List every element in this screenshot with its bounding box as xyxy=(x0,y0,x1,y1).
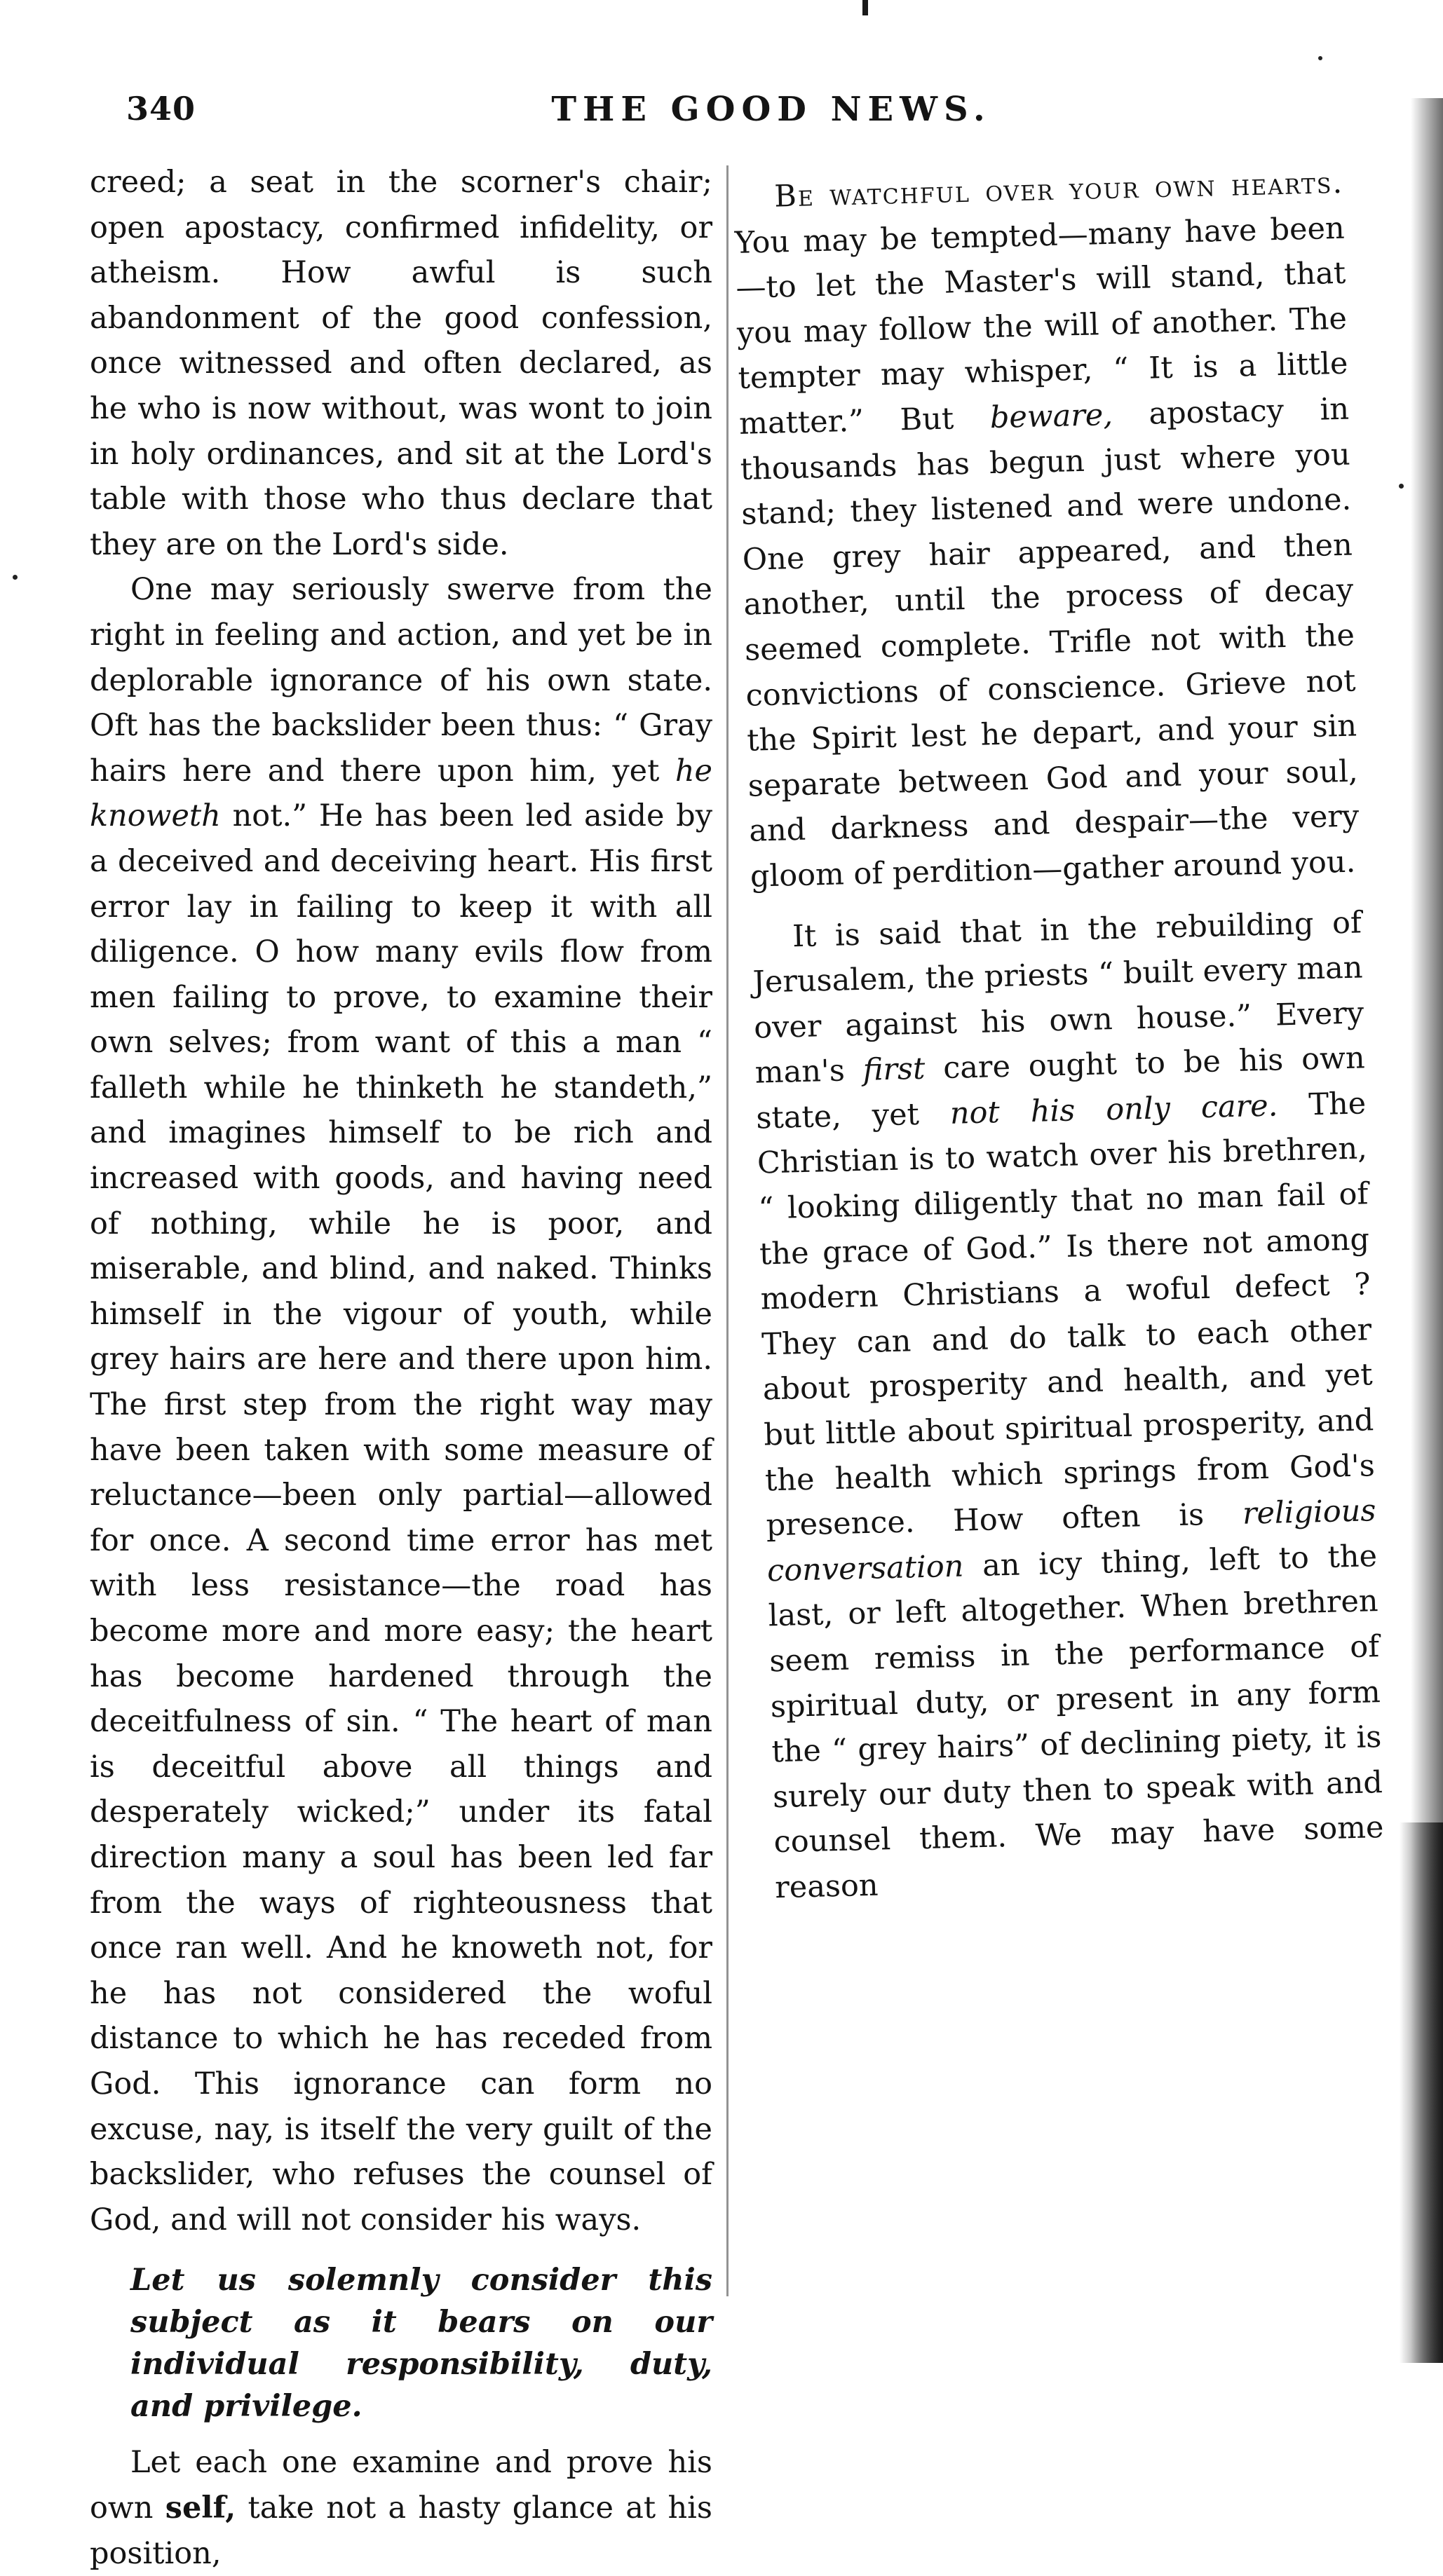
emphasis-text: he knoweth xyxy=(90,753,712,834)
paragraph-text: You may be tempted—many have been—to let the Master's will stand, that you may follow the will of another. The tempter may whisper, “ It is a little matter.” But xyxy=(734,210,1348,442)
bold-text: self, xyxy=(165,2490,236,2526)
right-column xyxy=(733,145,1386,1911)
italic-exhortation: Let us solemnly consider this subject as it bears on our individual responsibility, duty, and privilege. xyxy=(130,2263,712,2425)
emphasis-text: first xyxy=(862,1051,926,1089)
paragraph-text: apostacy in thousands has begun just where you stand; they listened and were undone. One grey hair appeared, and then another, until the process of decay seemed complete. Trifle not with the convictions of conscience. Grieve not the Spirit lest he depart, and your sin separate between God and your soul, and darkness and despair—the very gloom of perdition—gather around you. xyxy=(740,391,1360,894)
paragraph-watchful-hearts xyxy=(733,161,1361,899)
paragraph-text: One may seriously swerve from the right in feeling and action, and yet be in deplorable ignorance of his own state. Oft has the backslider been thus: “ Gray hairs here and there upon him, yet xyxy=(90,572,712,789)
paragraph-deep-inquiry xyxy=(733,145,1343,160)
paragraph-text: an icy thing, left to the last, or left altogether. When brethren seem remiss in the performance of spiritual duty, or present in any form the “ grey hairs” of declining piety, it is surely our duty then to speak with and counsel them. We may have some reason xyxy=(768,1538,1385,1906)
top-ink-mark xyxy=(862,0,868,15)
paragraph-rebuilding-jerusalem xyxy=(751,900,1385,1911)
paragraph-text: take not a hasty glance at his position, xyxy=(90,2490,712,2571)
paragraph-text: Let each one examine and prove his own xyxy=(90,2445,712,2526)
ink-speck xyxy=(1399,484,1404,489)
page-number: 340 xyxy=(126,90,196,128)
paragraph-backslider-state xyxy=(90,567,712,2242)
emphasis-text: beware, xyxy=(989,397,1113,436)
paragraph-text: It is said that in the rebuilding of Jerusalem, the priests “ built every man over against his own house.” Every man's xyxy=(752,904,1364,1091)
page-edge-shadow-dark xyxy=(1400,1822,1443,2363)
paragraph-continued: creed; a seat in the scorner's chair; open apostacy, confirmed infidelity, or atheism. How awful is such abandonment of the good confession, once witnessed and often declared, as he who is now without, was wont to join in holy ordinances, and sit at the Lord's table with those who thus declare that they are on the Lord's side. xyxy=(90,165,712,562)
page-header xyxy=(84,83,1346,146)
emphasis-text: religious conversation xyxy=(766,1493,1376,1589)
paragraph-text: care ought to be his own state, yet xyxy=(755,1040,1366,1136)
paragraph-text: The Christian is to watch over his brethren, “ looking diligently that no man fail of the grace of God.” Is there not among modern Christians a woful defect ? They can and do talk to each other about prosperity and health, and yet but little about spiritual prosperity, and the health which springs from God's presence. How often is xyxy=(757,1086,1376,1543)
ink-speck xyxy=(13,575,18,580)
emphasis-text: not his only care. xyxy=(949,1088,1278,1131)
ink-speck xyxy=(1318,56,1322,60)
column-divider xyxy=(726,165,729,2296)
running-title: THE GOOD NEWS. xyxy=(551,90,991,129)
left-column xyxy=(90,160,712,2576)
section-lead-heading: Be watchful over your own hearts. xyxy=(773,165,1344,214)
paragraph-text: not.” He has been led aside by a deceived and deceiving heart. His first error lay in failing to keep it with all diligence. O how many evils flow from men failing to prove, to examine their own selves; from want of this a man “ falleth while he thinketh he standeth,” and imagines himself to be rich and increased with goods, and having need of nothing, while he is poor, and miserable, and blind, and naked. Thinks himself in the vigour of youth, while grey hairs are here and there upon him. The first step from the right way may have been taken with some measure of reluctance—been only partial—allowed for once. A second time error has met with less resistance—the road has become more and more easy; the heart has become hardened through the deceitfulness of sin. “ The heart of man is deceitful above all things and desperately wicked;” under its fatal direction many a soul has been led far from the ways of righteousness that once ran well. And he knoweth not, for he has not considered the woful distance to which he has receded from God. This ignorance can form no excuse, nay, is itself the very guilt of the backslider, who refuses the counsel of God, and will not consider his ways. xyxy=(90,798,712,2237)
paragraph-self-examination xyxy=(90,2440,712,2576)
